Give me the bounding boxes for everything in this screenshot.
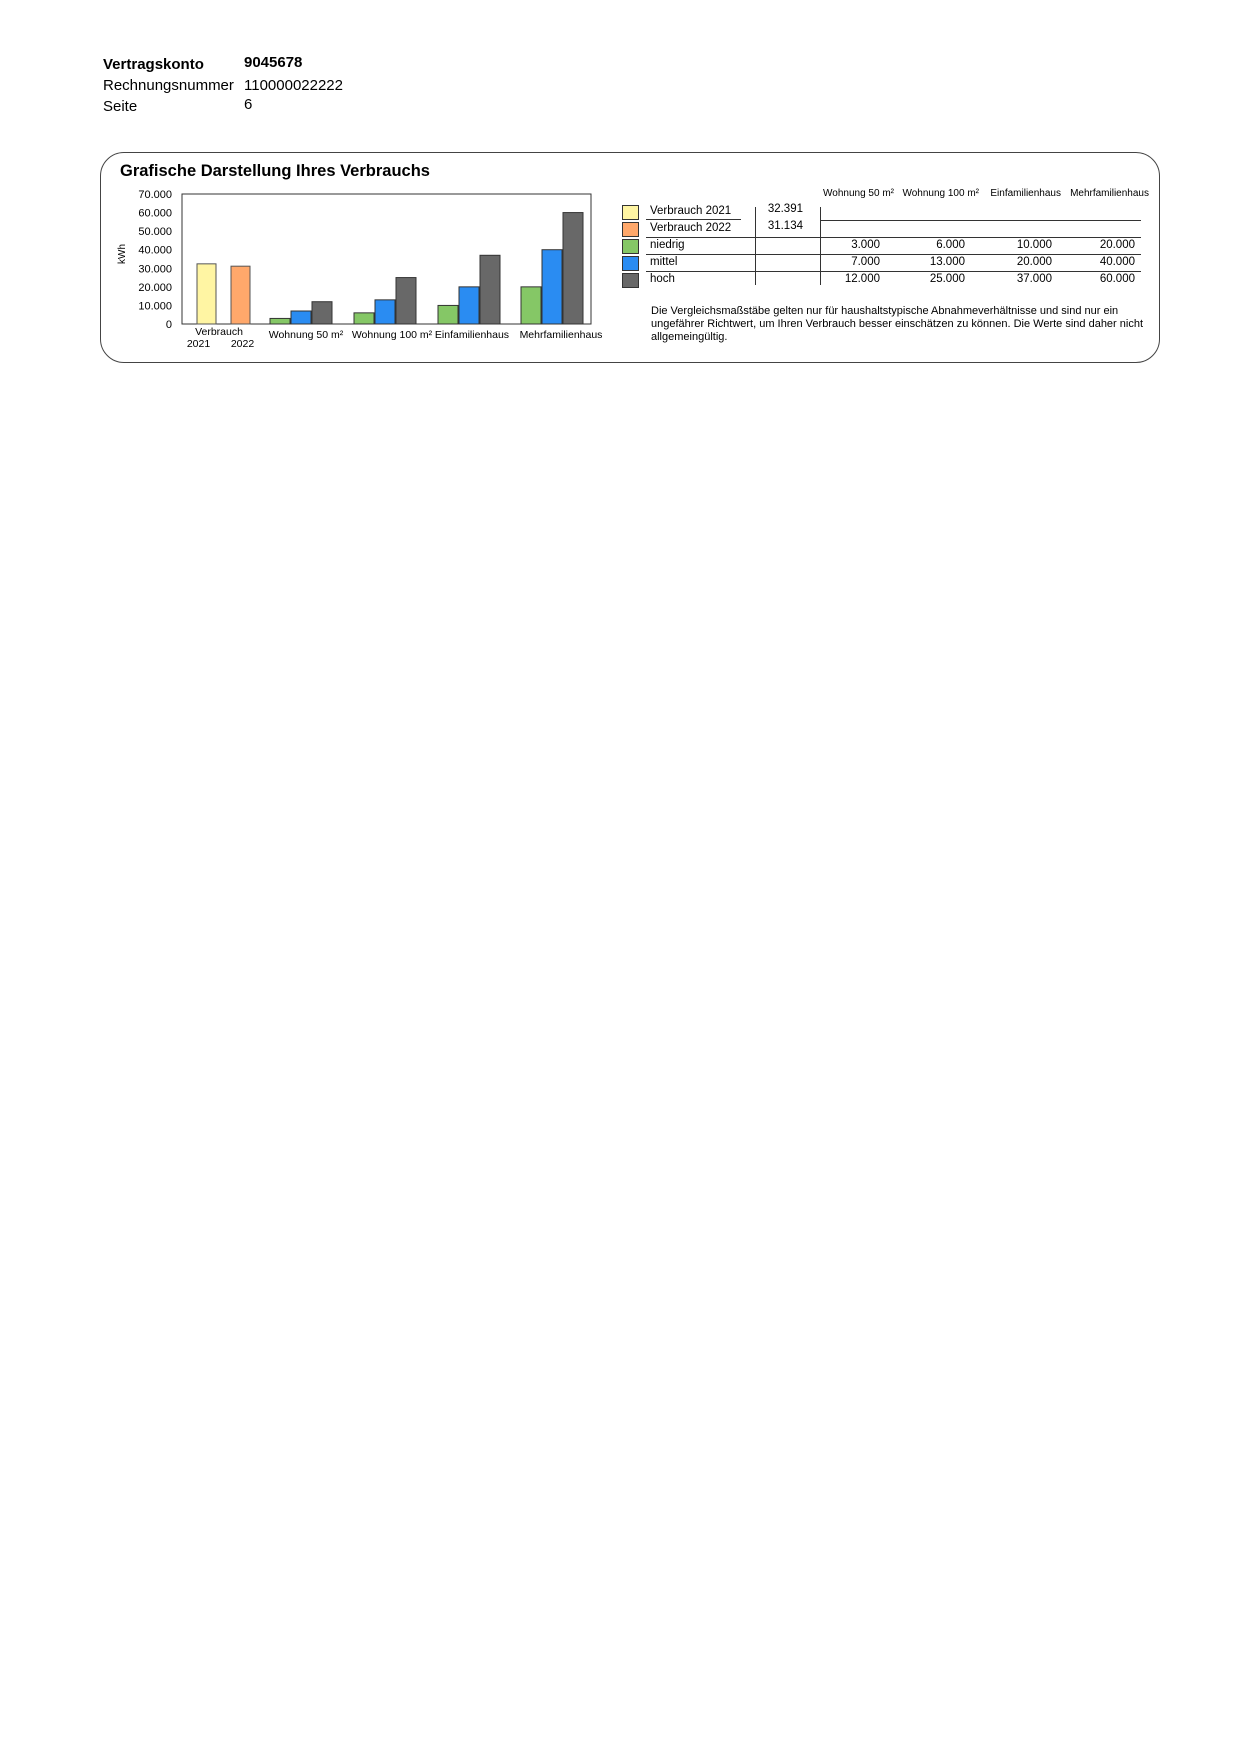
legend-label: mittel: [650, 256, 678, 268]
column-header: Wohnung 50 m²: [823, 188, 894, 199]
x-label-verbrauch: Verbrauch: [195, 326, 243, 338]
column-divider: [820, 207, 821, 285]
bar-verbrauch-2022: [231, 266, 250, 324]
bar-niedrig-4: [521, 287, 541, 324]
bar-hoch-2: [396, 278, 416, 324]
y-tick-label: 40.000: [138, 244, 172, 257]
comparison-value: 25.000: [929, 273, 965, 285]
own-consumption-value: 32.391: [767, 203, 803, 215]
y-tick-label: 50.000: [138, 226, 172, 239]
y-tick-label: 10.000: [138, 300, 172, 313]
comparison-value: 60.000: [1099, 273, 1135, 285]
comparison-value: 13.000: [929, 256, 965, 268]
row-divider: [820, 220, 1141, 221]
column-header: Wohnung 100 m²: [902, 188, 979, 199]
contract-value: 9045678: [244, 54, 303, 71]
bar-verbrauch-2021: [197, 264, 216, 324]
x-category-label: Mehrfamilienhaus: [519, 329, 603, 341]
column-divider: [755, 207, 756, 285]
column-header: Einfamilienhaus: [990, 188, 1061, 199]
invoice-label: Rechnungsnummer: [103, 77, 234, 94]
legend-swatch: [622, 239, 639, 254]
contract-label: Vertragskonto: [103, 56, 204, 73]
x-sublabel-2022: 2022: [230, 338, 255, 350]
row-divider: [646, 271, 1141, 272]
y-tick-label: 0: [165, 319, 172, 331]
bar-hoch-4: [563, 213, 583, 324]
legend-label: Verbrauch 2022: [650, 222, 732, 234]
y-tick-label: 70.000: [138, 189, 172, 201]
row-divider: [646, 219, 741, 220]
y-tick-label: 30.000: [138, 263, 172, 276]
comparison-value: 20.000: [1016, 256, 1052, 268]
legend-label: Verbrauch 2021: [650, 205, 732, 217]
legend-label: hoch: [650, 273, 675, 285]
bar-mittel-1: [291, 311, 311, 324]
legend-label: niedrig: [650, 239, 685, 251]
comparison-value: 7.000: [851, 256, 880, 268]
x-category-label: Wohnung 100 m²: [351, 329, 433, 341]
bar-mittel-2: [375, 300, 395, 324]
row-divider: [646, 254, 1141, 255]
legend-swatch: [622, 222, 639, 237]
comparison-value: 6.000: [936, 239, 965, 251]
bar-mittel-3: [459, 287, 479, 324]
legend-swatch: [622, 256, 639, 271]
bar-mittel-4: [542, 250, 562, 324]
legend-swatch: [622, 273, 639, 288]
comparison-value: 3.000: [851, 239, 880, 251]
bar-niedrig-2: [354, 313, 374, 324]
x-category-label: Einfamilienhaus: [434, 329, 510, 341]
bar-niedrig-1: [270, 318, 290, 324]
own-consumption-value: 31.134: [767, 220, 803, 232]
disclaimer-note: Die Vergleichsmaßstäbe gelten nur für haushaltstypische Abnahmeverhältnisse und sind nur ein ungefährer Richtwert, um Ihren Verbrauch besser einschätzen zu können. Die Werte sind daher nicht allgemeingültig.: [651, 305, 1144, 343]
invoice-value: 110000022222: [244, 77, 343, 94]
page-label: Seite: [103, 98, 138, 115]
comparison-value: 12.000: [844, 273, 880, 285]
comparison-value: 10.000: [1016, 239, 1052, 251]
column-header: Mehrfamilienhaus: [1070, 188, 1149, 199]
legend-swatch: [622, 205, 639, 220]
row-divider: [646, 237, 1141, 238]
y-tick-label: 60.000: [138, 207, 172, 220]
panel-title: Grafische Darstellung Ihres Verbrauchs: [120, 162, 430, 180]
comparison-value: 40.000: [1099, 256, 1135, 268]
y-axis-label: kWh: [117, 244, 128, 264]
bar-niedrig-3: [438, 305, 458, 324]
comparison-value: 37.000: [1016, 273, 1052, 285]
y-tick-label: 20.000: [138, 281, 172, 294]
x-category-label: Wohnung 50 m²: [268, 329, 344, 341]
comparison-value: 20.000: [1099, 239, 1135, 251]
x-sublabel-2021: 2021: [186, 338, 211, 350]
bar-hoch-3: [480, 255, 500, 324]
page-value: 6: [244, 96, 253, 113]
bar-hoch-1: [312, 302, 332, 324]
